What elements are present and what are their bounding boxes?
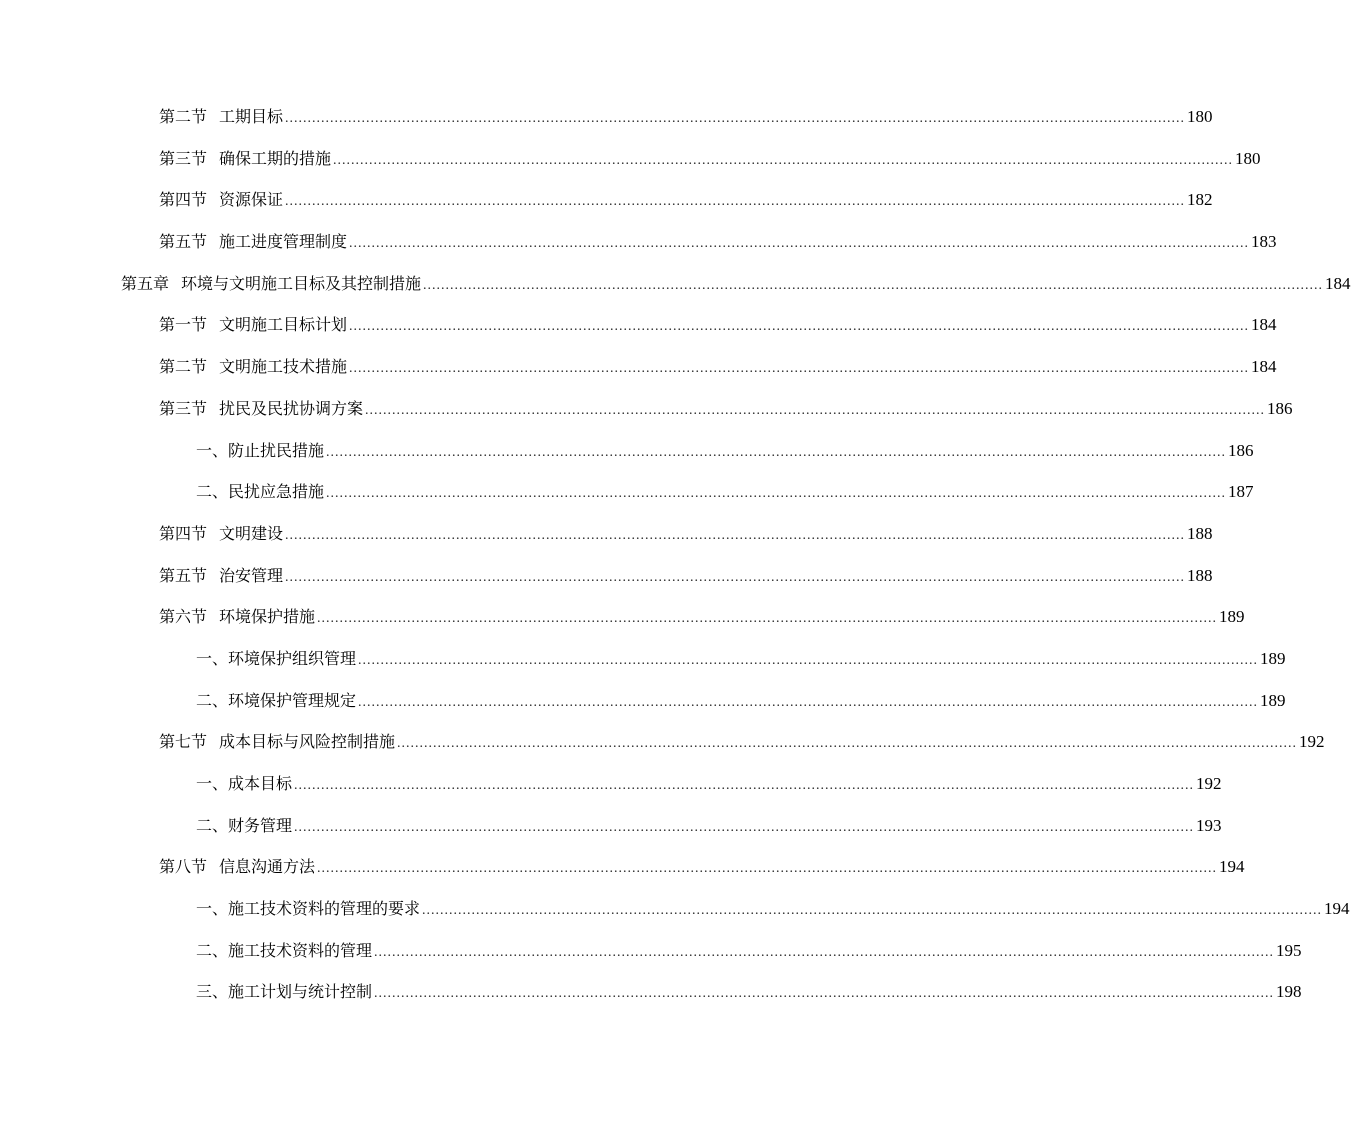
toc-entry-title: 治安管理 xyxy=(219,565,284,585)
toc-entry-title: 财务管理 xyxy=(228,815,293,835)
toc-entry-number: 第六节 xyxy=(159,607,208,627)
toc-dot-leader: ........................................................................................................................................................................................................ xyxy=(317,611,1218,627)
toc-entry-label xyxy=(121,263,421,305)
toc-entry-title: 信息沟通方法 xyxy=(219,857,316,877)
toc-page-number: 180 xyxy=(1187,107,1213,126)
toc-page-number: 187 xyxy=(1228,482,1254,502)
toc-page-number: 189 xyxy=(1260,690,1286,710)
toc-entry-title: 防止扰民措施 xyxy=(228,440,325,460)
toc-entry-label xyxy=(159,388,363,430)
toc-entry-number: 第五节 xyxy=(159,565,208,585)
toc-entry-label xyxy=(159,304,347,346)
toc-entry[interactable] xyxy=(0,764,1222,806)
toc-entry-number: 第八节 xyxy=(159,857,208,877)
toc-entry-number: 二、 xyxy=(196,482,229,502)
toc-entry[interactable] xyxy=(0,514,1213,556)
toc-dot-leader: ........................................................................................................................................................................................................ xyxy=(349,319,1250,335)
toc-entry[interactable] xyxy=(0,889,1350,931)
toc-dot-leader: ........................................................................................................................................................................................................ xyxy=(285,194,1186,210)
toc-entry[interactable] xyxy=(0,847,1245,889)
toc-dot-leader: ........................................................................................................................................................................................................ xyxy=(285,527,1186,543)
toc-entry-title: 施工技术资料的管理的要求 xyxy=(228,899,421,919)
toc-page-number: 194 xyxy=(1219,857,1245,877)
toc-entry-label xyxy=(196,680,356,722)
toc-entry-label xyxy=(159,721,395,763)
toc-entry[interactable] xyxy=(0,431,1254,473)
toc-entry-number: 第五章 xyxy=(121,273,170,293)
toc-page-number: 189 xyxy=(1260,648,1286,668)
toc-entry[interactable] xyxy=(0,347,1277,389)
toc-page-number: 184 xyxy=(1325,273,1351,293)
toc-entry-title: 施工技术资料的管理 xyxy=(228,940,373,960)
toc-entry-label xyxy=(196,930,372,972)
toc-dot-leader: ........................................................................................................................................................................................................ xyxy=(358,652,1259,668)
toc-entry-number: 三、 xyxy=(196,982,229,1002)
toc-entry[interactable] xyxy=(0,97,1213,139)
toc-entry-number: 二、 xyxy=(196,690,229,710)
toc-entry-label xyxy=(159,346,347,388)
toc-dot-leader: ........................................................................................................................................................................................................ xyxy=(423,277,1324,293)
toc-entry[interactable] xyxy=(0,389,1293,431)
toc-entry[interactable] xyxy=(0,806,1222,848)
toc-dot-leader: ........................................................................................................................................................................................................ xyxy=(349,236,1250,252)
toc-dot-leader: ........................................................................................................................................................................................................ xyxy=(333,152,1234,168)
toc-dot-leader: ........................................................................................................................................................................................................ xyxy=(374,944,1275,960)
toc-page-number: 188 xyxy=(1187,565,1213,585)
toc-entry-number: 第一节 xyxy=(159,315,208,335)
toc-entry-title: 资源保证 xyxy=(219,190,284,210)
toc-page-number: 186 xyxy=(1228,440,1254,460)
toc-dot-leader: ........................................................................................................................................................................................................ xyxy=(294,819,1195,835)
toc-entry[interactable] xyxy=(0,639,1286,681)
toc-page-number: 193 xyxy=(1196,815,1222,835)
toc-dot-leader: ........................................................................................................................................................................................................ xyxy=(358,694,1259,710)
toc-page-number: 186 xyxy=(1267,398,1293,418)
toc-page-number: 194 xyxy=(1324,899,1350,919)
toc-page-number: 192 xyxy=(1299,732,1325,752)
toc-page-number: 189 xyxy=(1219,607,1245,627)
toc-entry-number: 一、 xyxy=(196,648,229,668)
toc-entry-title: 环境保护管理规定 xyxy=(228,690,357,710)
toc-dot-leader: ........................................................................................................................................................................................................ xyxy=(285,111,1186,126)
toc-entry[interactable] xyxy=(0,305,1277,347)
toc-entry-label xyxy=(196,888,420,930)
toc-entry-title: 施工计划与统计控制 xyxy=(228,982,373,1002)
toc-entry-number: 第四节 xyxy=(159,190,208,210)
toc-dot-leader: ........................................................................................................................................................................................................ xyxy=(349,361,1250,377)
toc-entry-number: 第四节 xyxy=(159,523,208,543)
toc-entry-number: 第三节 xyxy=(159,148,208,168)
toc-entry-number: 第二节 xyxy=(159,357,208,377)
toc-entry[interactable] xyxy=(0,472,1254,514)
toc-entry[interactable] xyxy=(0,931,1302,973)
toc-page-number: 192 xyxy=(1196,774,1222,793)
toc-entry-number: 第五节 xyxy=(159,232,208,252)
toc-entry[interactable] xyxy=(0,222,1277,264)
toc-entry-label xyxy=(196,805,292,847)
toc-dot-leader: ........................................................................................................................................................................................................ xyxy=(422,903,1323,919)
toc-entry-number: 第二节 xyxy=(159,107,208,126)
toc-entry-title: 施工进度管理制度 xyxy=(219,232,348,252)
toc-entry[interactable] xyxy=(0,972,1302,1014)
toc-entry[interactable] xyxy=(0,264,1351,306)
toc-entry-title: 扰民及民扰协调方案 xyxy=(219,398,364,418)
toc-entry-number: 一、 xyxy=(196,440,229,460)
toc-page-number: 195 xyxy=(1276,940,1302,960)
toc-entry-label xyxy=(196,430,324,472)
toc-entry-label xyxy=(159,555,283,597)
toc-entry[interactable] xyxy=(0,139,1261,181)
toc-entry-title: 工期目标 xyxy=(219,107,284,126)
toc-dot-leader: ........................................................................................................................................................................................................ xyxy=(365,402,1266,418)
toc-entry-number: 二、 xyxy=(196,940,229,960)
toc-dot-leader: ........................................................................................................................................................................................................ xyxy=(397,736,1298,752)
toc-entry-label xyxy=(159,513,283,555)
toc-entry[interactable] xyxy=(0,597,1245,639)
toc-entry[interactable] xyxy=(0,556,1213,598)
toc-entry-label xyxy=(159,138,331,180)
toc-page-number: 184 xyxy=(1251,315,1277,335)
toc-entry-label xyxy=(159,179,283,221)
toc-entry-title: 环境保护组织管理 xyxy=(228,648,357,668)
toc-entry-title: 成本目标与风险控制措施 xyxy=(219,732,396,752)
table-of-contents xyxy=(0,97,1351,1014)
toc-dot-leader: ........................................................................................................................................................................................................ xyxy=(326,444,1227,460)
toc-page-number: 184 xyxy=(1251,357,1277,377)
toc-entry-label xyxy=(159,221,347,263)
toc-dot-leader: ........................................................................................................................................................................................................ xyxy=(285,569,1186,585)
toc-entry-title: 文明施工技术措施 xyxy=(219,357,348,377)
toc-page-number: 182 xyxy=(1187,190,1213,210)
toc-entry-label xyxy=(159,596,315,638)
toc-entry-title: 成本目标 xyxy=(228,774,293,793)
toc-entry-title: 文明建设 xyxy=(219,523,284,543)
toc-dot-leader: ........................................................................................................................................................................................................ xyxy=(374,986,1275,1002)
toc-page-number: 188 xyxy=(1187,523,1213,543)
toc-entry-number: 一、 xyxy=(196,899,229,919)
toc-entry-label xyxy=(196,638,356,680)
toc-dot-leader: ........................................................................................................................................................................................................ xyxy=(326,486,1227,502)
toc-entry[interactable] xyxy=(0,722,1325,764)
toc-entry-label xyxy=(159,96,283,138)
toc-entry[interactable] xyxy=(0,180,1213,222)
toc-entry-number: 第三节 xyxy=(159,398,208,418)
toc-entry-label xyxy=(196,471,324,513)
toc-entry-number: 一、 xyxy=(196,774,229,793)
toc-page-number: 198 xyxy=(1276,982,1302,1002)
toc-entry-title: 确保工期的措施 xyxy=(219,148,332,168)
toc-entry-number: 第七节 xyxy=(159,732,208,752)
toc-entry-title: 民扰应急措施 xyxy=(228,482,325,502)
toc-entry[interactable] xyxy=(0,681,1286,723)
toc-entry-label xyxy=(196,971,372,1013)
toc-page-number: 180 xyxy=(1235,148,1261,168)
toc-entry-title: 环境保护措施 xyxy=(219,607,316,627)
toc-entry-label xyxy=(196,763,292,805)
toc-entry-title: 环境与文明施工目标及其控制措施 xyxy=(181,273,422,293)
toc-page-number: 183 xyxy=(1251,232,1277,252)
toc-entry-number: 二、 xyxy=(196,815,229,835)
toc-dot-leader: ........................................................................................................................................................................................................ xyxy=(317,861,1218,877)
toc-entry-label xyxy=(159,846,315,888)
toc-entry-title: 文明施工目标计划 xyxy=(219,315,348,335)
toc-dot-leader: ........................................................................................................................................................................................................ xyxy=(294,778,1195,793)
